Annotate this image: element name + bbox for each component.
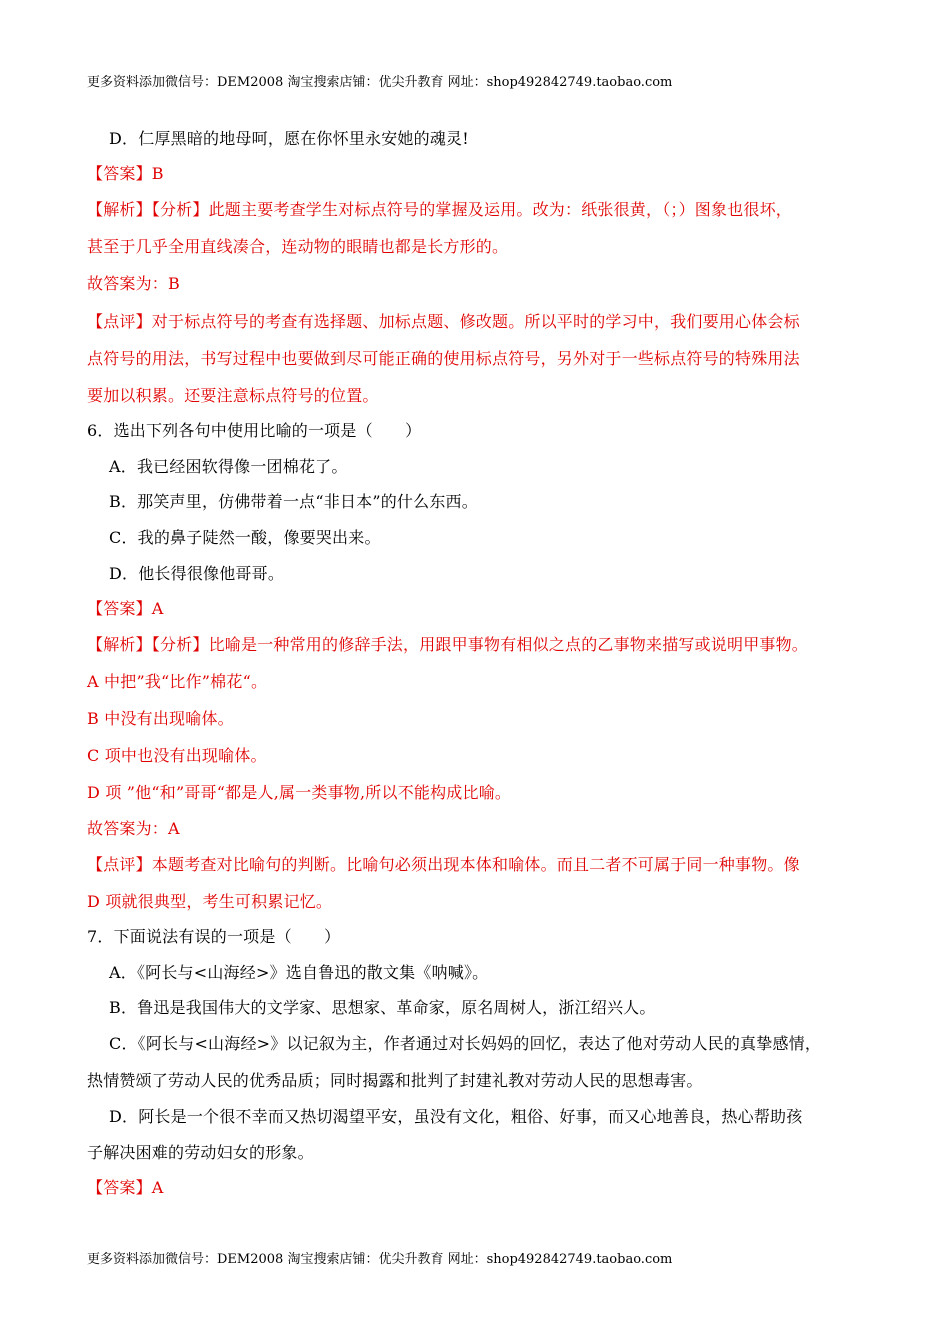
q5-final-answer: 故答案为：B <box>87 274 180 293</box>
q7-option-d-line-2: 子解决困难的劳动妇女的形象。 <box>87 1143 314 1162</box>
q7-option-d-line-1: D．阿长是一个很不幸而又热切渴望平安，虽没有文化，粗俗、好事，而又心地善良，热心帮助孩 <box>109 1107 803 1126</box>
page-header: 更多资料添加微信号：DEM2008 淘宝搜索店铺：优尖升教育 网址：shop492842749.taobao.com <box>87 75 673 90</box>
q6-analysis-line-3: B 中没有出现喻体。 <box>87 709 234 728</box>
q7-option-a: A．《阿长与<山海经>》选自鲁迅的散文集《呐喊》。 <box>109 963 489 982</box>
q5-comment-line-3: 要加以积累。还要注意标点符号的位置。 <box>87 386 379 405</box>
q7-stem: 7．下面说法有误的一项是（ ） <box>87 927 341 946</box>
q5-comment-line-1: 【点评】对于标点符号的考查有选择题、加标点题、修改题。所以平时的学习中，我们要用心体会标 <box>87 312 800 331</box>
q5-analysis-line-1: 【解析】【分析】此题主要考查学生对标点符号的掌握及运用。改为：纸张很黄，（；）图象也很坏， <box>87 200 793 219</box>
q6-analysis-line-4: C 项中也没有出现喻体。 <box>87 746 267 765</box>
q5-option-d: D．仁厚黑暗的地母呵，愿在你怀里永安她的魂灵! <box>109 129 469 148</box>
q6-analysis-line-2: A 中把”我“比作”棉花“。 <box>87 672 268 691</box>
q7-option-b: B．鲁迅是我国伟大的文学家、思想家、革命家，原名周树人，浙江绍兴人。 <box>109 998 656 1017</box>
q7-option-c-line-2: 热情赞颂了劳动人民的优秀品质；同时揭露和批判了封建礼教对劳动人民的思想毒害。 <box>87 1071 703 1090</box>
q6-final-answer: 故答案为：A <box>87 819 180 838</box>
q6-option-b: B．那笑声里，仿佛带着一点“非日本”的什么东西。 <box>109 492 478 511</box>
q6-analysis-line-1: 【解析】【分析】比喻是一种常用的修辞手法，用跟甲事物有相似之点的乙事物来描写或说明甲事物。 <box>87 635 809 654</box>
q6-comment-line-2: D 项就很典型，考生可积累记忆。 <box>87 892 333 911</box>
q7-answer: 【答案】A <box>87 1178 164 1197</box>
q6-option-d: D．他长得很像他哥哥。 <box>109 564 285 583</box>
q6-option-c: C．我的鼻子陡然一酸，像要哭出来。 <box>109 528 381 547</box>
q5-comment-line-2: 点符号的用法，书写过程中也要做到尽可能正确的使用标点符号，另外对于一些标点符号的特殊用法 <box>87 349 800 368</box>
q6-comment-line-1: 【点评】本题考查对比喻句的判断。比喻句必须出现本体和喻体。而且二者不可属于同一种事物。像 <box>87 855 800 874</box>
page-footer: 更多资料添加微信号：DEM2008 淘宝搜索店铺：优尖升教育 网址：shop492842749.taobao.com <box>87 1252 673 1267</box>
q7-option-c-line-1: C．《阿长与<山海经>》以记叙为主，作者通过对长妈妈的回忆，表达了他对劳动人民的真挚感情， <box>109 1034 822 1053</box>
q6-stem: 6．选出下列各句中使用比喻的一项是（ ） <box>87 421 422 440</box>
q5-answer: 【答案】B <box>87 164 164 183</box>
q5-analysis-line-2: 甚至于几乎全用直线凑合，连动物的眼睛也都是长方形的。 <box>87 237 509 256</box>
q6-analysis-line-5: D 项 ”他“和”哥哥“都是人,属一类事物,所以不能构成比喻。 <box>87 783 512 802</box>
q6-answer: 【答案】A <box>87 599 164 618</box>
q6-option-a: A．我已经困软得像一团棉花了。 <box>109 457 348 476</box>
